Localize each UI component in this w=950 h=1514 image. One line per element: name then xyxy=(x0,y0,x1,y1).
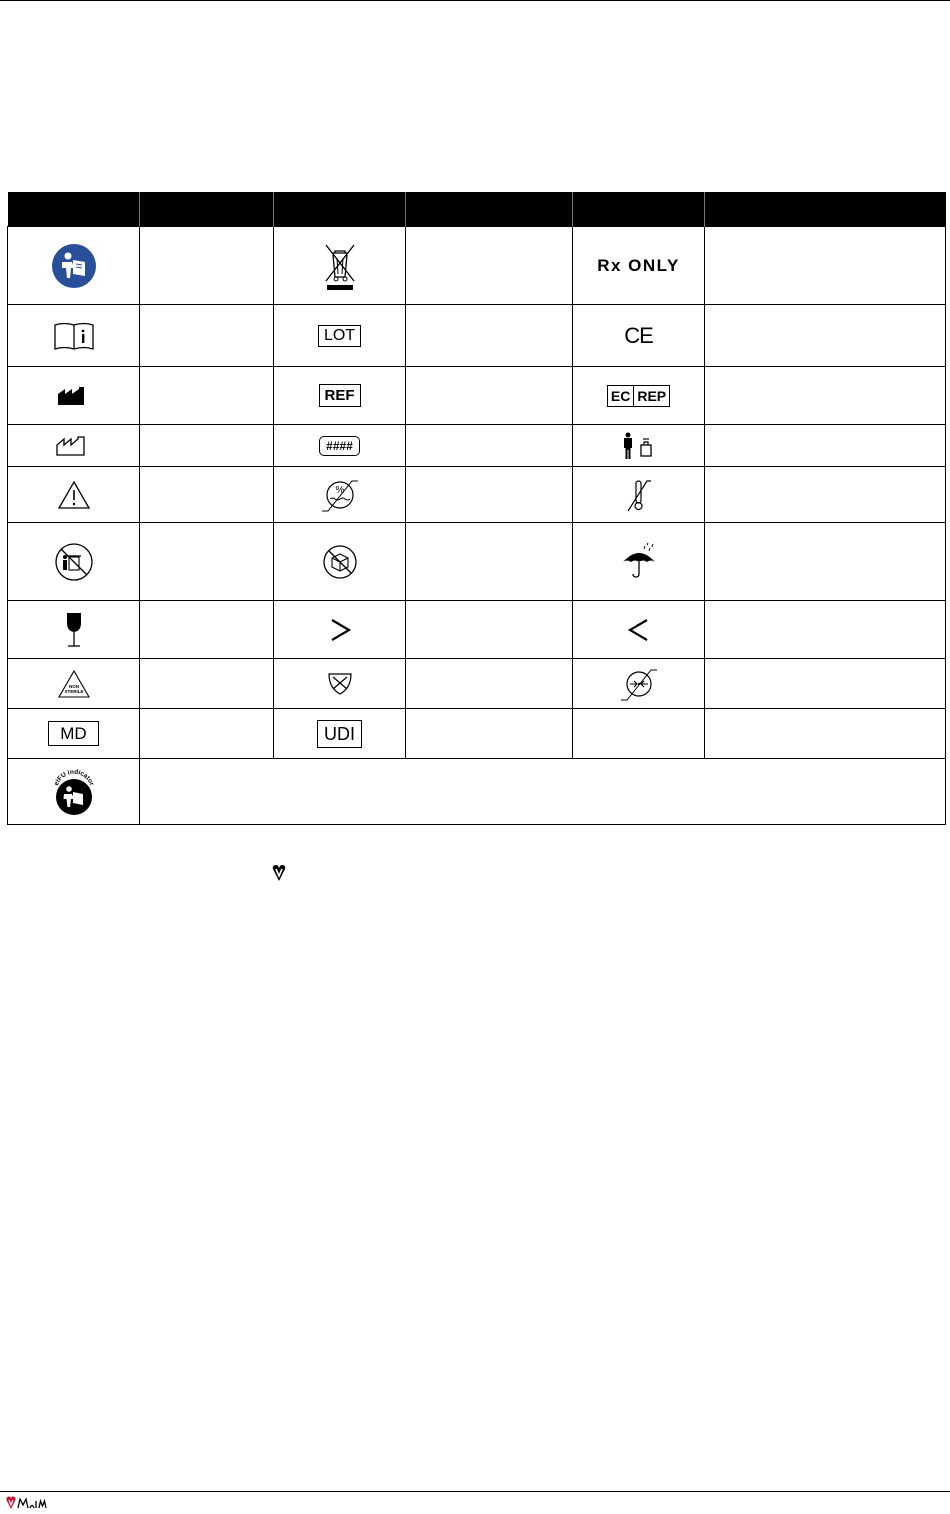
description-cell xyxy=(140,659,274,709)
description-cell xyxy=(406,367,573,425)
udi-symbol: UDI xyxy=(317,720,362,748)
description-cell xyxy=(140,425,274,467)
weee-disposal-icon xyxy=(322,241,358,291)
eifu-indicator-label: eIFU indicator xyxy=(52,768,95,787)
header-cell xyxy=(573,192,705,227)
footnote-marker-icon xyxy=(272,864,286,882)
table-header-row xyxy=(8,192,946,227)
description-cell xyxy=(140,367,274,425)
table-row xyxy=(8,425,946,467)
symbol-cell xyxy=(8,659,140,709)
top-rule xyxy=(0,0,950,1)
non-sterile-line-1: NON xyxy=(68,683,79,689)
humidity-limitation-icon xyxy=(320,477,360,513)
natural-rubber-latex-free-icon xyxy=(326,671,354,697)
temperature-limitation-icon xyxy=(624,477,654,513)
date-of-manufacture-icon xyxy=(56,436,92,456)
symbol-cell xyxy=(274,523,406,601)
symbol-cell xyxy=(274,709,406,759)
description-cell xyxy=(705,227,946,305)
description-cell xyxy=(705,467,946,523)
table-row xyxy=(8,601,946,659)
table-row xyxy=(8,467,946,523)
humidity-percent-label: % xyxy=(335,484,344,496)
symbol-cell xyxy=(8,305,140,367)
symbol-cell xyxy=(8,467,140,523)
header-cell xyxy=(406,192,573,227)
symbol-cell xyxy=(573,601,705,659)
table-row xyxy=(8,709,946,759)
symbol-cell xyxy=(573,709,705,759)
symbol-cell xyxy=(573,659,705,709)
description-cell xyxy=(705,367,946,425)
rep-label: REP xyxy=(633,386,669,406)
symbol-cell xyxy=(573,227,705,305)
description-cell xyxy=(705,659,946,709)
greater-than-icon xyxy=(328,617,352,643)
symbol-cell xyxy=(274,425,406,467)
description-cell xyxy=(406,227,573,305)
ec-rep-symbol xyxy=(607,385,670,407)
caution-warning-icon xyxy=(57,480,91,510)
less-than-icon xyxy=(627,617,651,643)
symbol-cell xyxy=(8,227,140,305)
symbol-cell xyxy=(274,467,406,523)
non-sterile-icon xyxy=(57,669,91,699)
non-sterile-line-2: STERILE xyxy=(63,688,84,694)
description-cell xyxy=(140,227,274,305)
symbols-table xyxy=(7,192,946,825)
symbol-cell xyxy=(274,601,406,659)
symbol-cell xyxy=(8,709,140,759)
follow-instructions-icon xyxy=(51,243,97,289)
description-cell-wide xyxy=(140,759,946,825)
symbol-cell xyxy=(274,659,406,709)
description-cell xyxy=(406,523,573,601)
rx-only-symbol: Rx ONLY xyxy=(597,255,680,275)
fragile-icon xyxy=(62,611,86,649)
symbol-cell xyxy=(8,759,140,825)
table-row xyxy=(8,227,946,305)
header-cell xyxy=(8,192,140,227)
lot-symbol: LOT xyxy=(318,325,361,347)
symbol-cell xyxy=(573,523,705,601)
ref-symbol: REF xyxy=(319,384,361,407)
symbol-cell xyxy=(573,305,705,367)
description-cell xyxy=(406,425,573,467)
manufacturer-icon xyxy=(57,386,91,406)
medical-device-symbol: MD xyxy=(48,721,98,746)
symbol-cell xyxy=(8,523,140,601)
symbol-cell xyxy=(573,425,705,467)
description-cell xyxy=(406,659,573,709)
description-cell xyxy=(140,601,274,659)
symbol-cell xyxy=(274,305,406,367)
description-cell xyxy=(140,467,274,523)
symbol-cell xyxy=(573,467,705,523)
symbol-cell xyxy=(8,601,140,659)
table-row xyxy=(8,659,946,709)
ec-label: EC xyxy=(610,387,631,404)
serial-number-symbol: #### xyxy=(319,436,360,456)
description-cell xyxy=(406,467,573,523)
description-cell xyxy=(705,305,946,367)
do-not-use-if-damaged-icon xyxy=(321,543,359,581)
description-cell xyxy=(140,523,274,601)
eifu-indicator-icon xyxy=(51,767,97,817)
description-cell xyxy=(705,523,946,601)
description-cell xyxy=(406,709,573,759)
table-row xyxy=(8,523,946,601)
description-cell xyxy=(406,305,573,367)
atmospheric-pressure-limitation-icon xyxy=(619,666,659,702)
table-row xyxy=(8,305,946,367)
table-row xyxy=(8,759,946,825)
header-cell xyxy=(705,192,946,227)
table-row xyxy=(8,367,946,425)
description-cell xyxy=(406,601,573,659)
bottom-rule xyxy=(0,1491,950,1492)
symbol-cell xyxy=(573,367,705,425)
ce-mark-symbol: CE xyxy=(624,322,653,348)
symbol-cell xyxy=(8,425,140,467)
description-cell xyxy=(140,709,274,759)
symbol-cell xyxy=(274,227,406,305)
header-cell xyxy=(274,192,406,227)
header-cell xyxy=(140,192,274,227)
description-cell xyxy=(705,425,946,467)
body-weight-icon xyxy=(619,432,659,460)
description-cell xyxy=(705,709,946,759)
description-cell xyxy=(140,305,274,367)
symbol-cell xyxy=(274,367,406,425)
masimo-logo-icon xyxy=(6,1496,50,1510)
consult-instructions-icon xyxy=(53,321,95,351)
keep-dry-icon xyxy=(619,542,659,582)
do-not-discard-icon xyxy=(54,542,94,582)
symbol-cell xyxy=(8,367,140,425)
description-cell xyxy=(705,601,946,659)
